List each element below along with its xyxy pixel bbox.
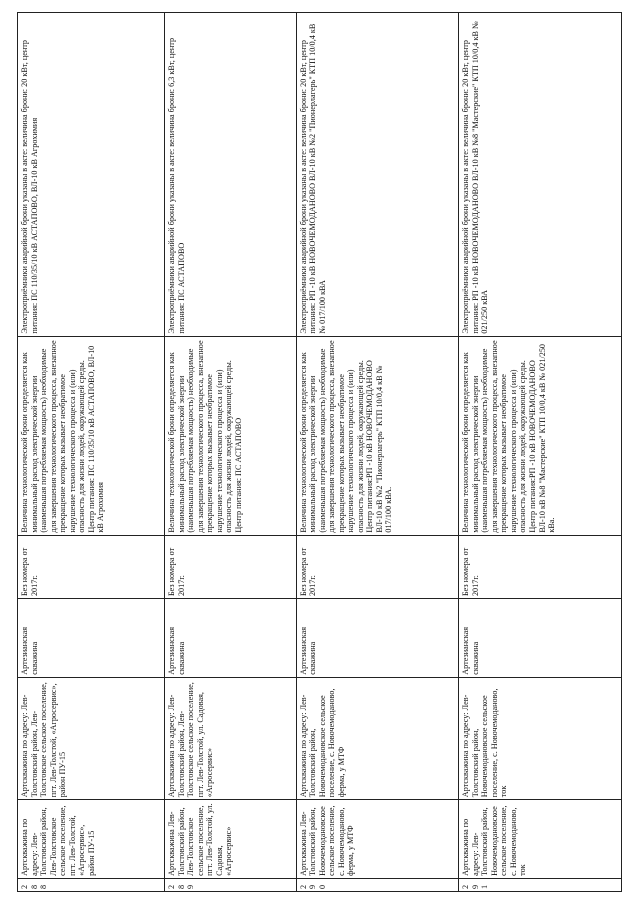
object-name-cell: Артскважина Лев-Толстовский район, Новочемодановское сельское поселение, с. Новочемоданово, ферма, у МТФ bbox=[296, 800, 459, 879]
act-cell: Без номера от 2017г. bbox=[296, 535, 459, 598]
row-number: 291 bbox=[459, 878, 622, 891]
emergency-reserve-cell: Электроприёмники аварийной брони указаны в акте: величина брони: 6,3 кВт, центр питания: ПС АСТАПОВО bbox=[165, 13, 297, 337]
emergency-reserve-cell: Электроприёмники аварийной брони указаны в акте: величина брони: 20 кВт, центр питания: ПС 110/35/10 кВ АСТАПОВО, ВЛ-10 кВ Агрохимия bbox=[18, 13, 165, 337]
object-type-cell: Артезианская скважина bbox=[165, 599, 297, 678]
object-type-cell: Артезианская скважина bbox=[18, 599, 165, 678]
address-cell: Артскважина по адресу: Лев-Толстовский район, Новочемодановское сельское поселение, с. Новочемоданово, ферма, у МТФ bbox=[296, 677, 459, 799]
object-name-cell: Артскважина по адресу: Лев-Толстовский район, Новочемодановское сельское поселение, с. Новочемоданово, ток bbox=[459, 800, 622, 879]
technological-reserve-cell: Величина технологической брони определяется как минимальный расход электрической энергии (наименьшая потребляемая мощность) необходимые для завершения технологического процесса, внезапное прекращение которых вызывает необратимое нарушение технологического процесса и (или) опасность для жизни людей, окружающей среды. Центр питания:РП -10 кВ НОВОЧЕМОДАНОВО ВЛ-10 кВ №2 "Пионерлагерь" КТП 10/0,4 кВ № 017/100 кВА. bbox=[296, 336, 459, 535]
object-name-cell: Артскважина Лев-Толстовский район, Лев-Толстовское сельское поселение, пгт. Лев-Толстой, ул. Садовая, «Агросервис» bbox=[165, 800, 297, 879]
object-type-cell: Артезианская скважина bbox=[459, 599, 622, 678]
address-cell: Артскважина по адресу: Лев-Толстовский район, Новочемодановское сельское поселение, с. Новочемоданово, ток bbox=[459, 677, 622, 799]
row-number: 289 bbox=[165, 878, 297, 891]
technological-reserve-cell: Величина технологической брони определяется как минимальный расход электрической энергии (наименьшая потребляемая мощность) необходимые для завершения технологического процесса, внезапное прекращение которых вызывает необратимое нарушение технологического процесса и (или) опасность для жизни людей, окружающей среды. Центр питания:РП -10 кВ НОВОЧЕМОДАНОВО ВЛ-10 кВ №8 "Мастерские" КТП 10/0,4 кВ № 021/250 кВа. bbox=[459, 336, 622, 535]
act-cell: Без номера от 2017г. bbox=[18, 535, 165, 598]
row-number: 288 bbox=[18, 878, 165, 891]
technological-reserve-cell: Величина технологической брони определяется как минимальный расход электрической энергии (наименьшая потребляемая мощность) необходимые для завершения технологического процесса, внезапное прекращение которых вызывает необратимое нарушение технологического процесса и (или) опасность для жизни людей, окружающей среды. Центр питания: ПС 110/35/10 кВ АСТАПОВО, ВЛ-10 кВ Агрохимия bbox=[18, 336, 165, 535]
emergency-reserve-cell: Электроприёмники аварийной брони указаны в акте: величина брони: 20 кВт, центр питания: РП -10 кВ НОВОЧЕМОДАНОВО ВЛ-10 кВ №8 "Мастерские" КТП 10/0,4 кВ № 021/250 кВА bbox=[459, 13, 622, 337]
table-row bbox=[296, 13, 459, 892]
rotated-table-container bbox=[17, 12, 622, 892]
object-type-cell: Артезианская скважина bbox=[296, 599, 459, 678]
table-row bbox=[18, 13, 165, 892]
technological-reserve-cell: Величина технологической брони определяется как минимальный расход электрической энергии (наименьшая потребляемая мощность) необходимые для завершения технологического процесса, внезапное прекращение которых вызывает необратимое нарушение технологического процесса и (или) опасность для жизни людей, окружающей среды. Центр питания: ПС АСТАПОВО bbox=[165, 336, 297, 535]
act-cell: Без номера от 2017г. bbox=[459, 535, 622, 598]
object-name-cell: Артскважина по адресу: Лев-Толстовский район, Лев-Толстовское сельское поселение, пгт. Лев-Толстой, «Агросервис», район ПУ-15 bbox=[18, 800, 165, 879]
address-cell: Артскважина по адресу: Лев-Толстовский район, Лев-Толстовское сельское поселение, пгт. Лев-Толстой, «Агросервис», район ПУ-15 bbox=[18, 677, 165, 799]
act-cell: Без номера от 2017г. bbox=[165, 535, 297, 598]
table-row bbox=[459, 13, 622, 892]
power-reserve-table bbox=[17, 12, 622, 892]
row-number: 290 bbox=[296, 878, 459, 891]
address-cell: Артскважина по адресу: Лев-Толстовский район, Лев-Толстовское сельское поселение, пгт. Лев-Толстой, ул. Садовая, «Агросервис» bbox=[165, 677, 297, 799]
emergency-reserve-cell: Электроприёмники аварийной брони указаны в акте: величина брони: 20 кВт, центр питания: РП -10 кВ НОВОЧЕМОДАНОВО ВЛ-10 кВ №2 "Пионерлагерь" КТП 10/0,4 кВ № 017/100 кВА bbox=[296, 13, 459, 337]
table-row bbox=[165, 13, 297, 892]
